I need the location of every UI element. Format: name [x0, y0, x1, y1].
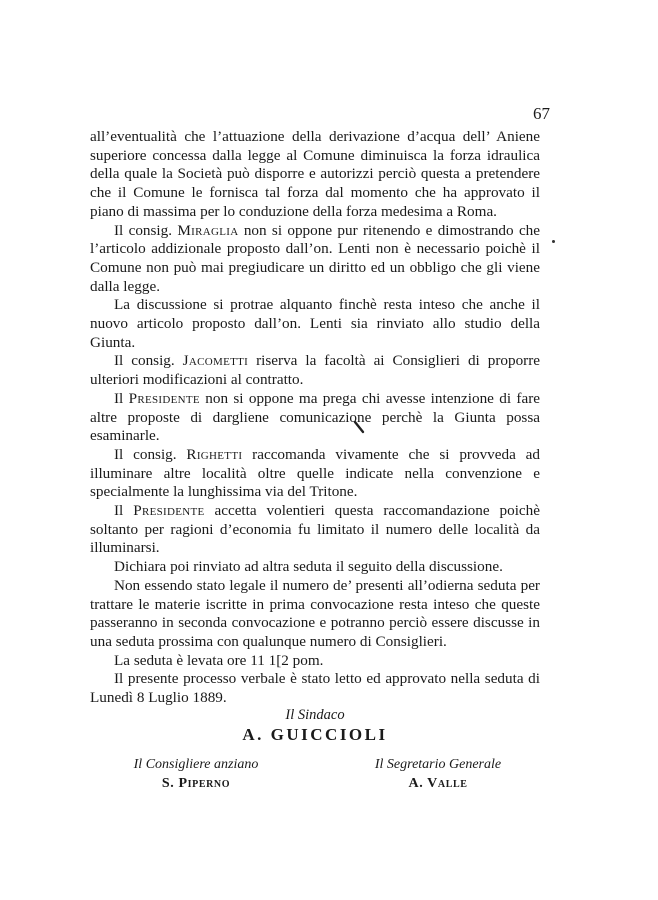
paragraph-numero-legale: Non essendo stato legale il numero de’ presenti all’odierna seduta per trattare le materie iscritte in prima convocazione resta inteso che queste passeranno in seconda convocazione e potranno perciò essere discusse in una seduta prossima con qualunque numero di Consiglieri. — [90, 576, 540, 650]
sindaco-name: A. GUICCIOLI — [242, 725, 388, 744]
paragraph-rest: accetta volentieri questa raccomandazione poichè soltanto per ragioni d’economia fu limitato il numero delle località da illuminarsi. — [90, 502, 541, 557]
speaker-name-presidente: Presidente — [133, 502, 205, 520]
segretario-name: A. Valle — [408, 776, 468, 791]
paragraph-lead: Il consig. — [114, 445, 177, 463]
consigliere-role: Il Consigliere anziano — [133, 757, 259, 772]
speaker-name-jacometti: Jacometti — [182, 352, 249, 370]
ink-stroke-mark — [353, 420, 365, 434]
paragraph-rest: non si oppone pur ritenendo e dimostrando che l’articolo addizionale proposto dall’on. Lenti non è necessario poichè il Comune non può mai pregiudicare un diritto ed un obbligo che gli viene dalla legge. — [90, 221, 541, 295]
paragraph-lead: Il consig. — [114, 352, 175, 370]
ink-dot-mark — [552, 240, 555, 243]
signature-segretario — [318, 756, 558, 794]
paragraph-lead: Il — [114, 389, 124, 407]
paragraph-lead: Il — [114, 502, 124, 520]
paragraph-righetti — [90, 446, 540, 502]
sindaco-label: Il Sindaco — [285, 707, 345, 723]
paragraph-discussione: La discussione si protrae alquanto finchè resta inteso che anche il nuovo articolo proposto dall’on. Lenti sia rinviato allo studio della Giunta. — [90, 296, 540, 351]
paragraph-aniene: all’eventualità che l’attuazione della derivazione d’acqua dell’ Aniene superiore concessa dalla legge al Comune diminuisca la forza idraulica della quale la Società può disporre e autorizzi perciò questa a pretendere che il Comune le fornisca tal forza dal momento che ha approvato il piano di massima per lo conduzione della forza medesima a Roma. — [90, 128, 540, 220]
page-number: 67 — [533, 104, 550, 123]
paragraph-rest: riserva la facoltà ai Consiglieri di proporre ulteriori modificazioni al contratto. — [90, 352, 541, 389]
minutes-body — [90, 128, 540, 708]
paragraph-lead: Il consig. — [114, 221, 173, 239]
paragraph-approvazione: Il presente processo verbale è stato letto ed approvato nella seduta di Lunedì 8 Luglio 1889. — [90, 670, 540, 707]
paragraph-rest: raccomanda vivamente che si provveda ad illuminare altre località oltre quelle indicate nella convenzione e specialmente la lunghissima via del Tritone. — [90, 445, 540, 501]
speaker-name-righetti: Righetti — [186, 445, 243, 463]
speaker-name-miraglia: Miraglia — [177, 221, 239, 239]
paragraph-rest: non si oppone ma prega chi avesse intenzione di fare altre proposte di dargliene comunicazione perchè la Giunta possa esaminarle. — [90, 389, 540, 445]
paragraph-miraglia — [90, 222, 540, 297]
consigliere-name: S. Piperno — [161, 776, 231, 791]
paragraph-presidente-1 — [90, 390, 540, 446]
signature-consigliere — [76, 756, 316, 794]
paragraph-rinvio: Dichiara poi rinviato ad altra seduta il seguito della discussione. — [114, 558, 503, 576]
paragraph-presidente-2 — [90, 502, 540, 558]
speaker-name-presidente: Presidente — [128, 389, 200, 407]
paragraph-jacometti — [90, 352, 540, 389]
segretario-role: Il Segretario Generale — [374, 757, 502, 772]
paragraph-seduta-levata: La seduta è levata ore 11 1[2 pom. — [114, 651, 324, 669]
